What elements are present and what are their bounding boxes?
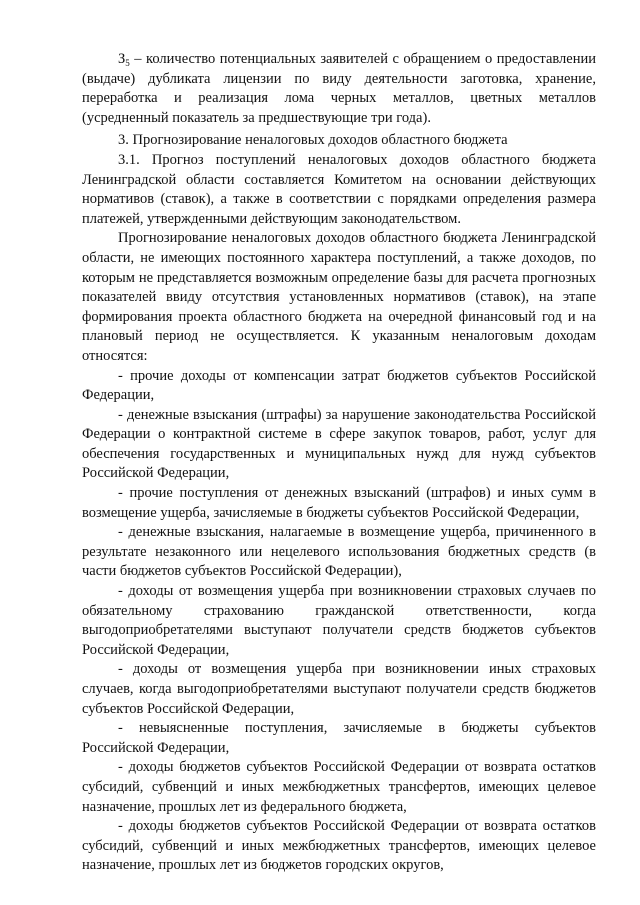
list-item: - денежные взыскания, налагаемые в возмещение ущерба, причиненного в результате незаконного или нецелевого использования бюджетных средств (в части бюджетов субъектов Российской Федерации), <box>82 524 596 580</box>
formula-variable-definition <box>82 50 596 128</box>
variable-description: – количество потенциальных заявителей с обращением о предоставлении (выдаче) дубликата лицензии по виду деятельности заготовка, хранение, переработка и реализация лома черных металлов, цветных металлов (усредненный показатель за предшествующие три года). <box>82 51 596 126</box>
list-item: - доходы от возмещения ущерба при возникновении страховых случаев по обязательному страхованию гражданской ответственности, когда выгодоприобретателями выступают получатели средств бюджетов субъектов Российской Федерации, <box>82 583 596 658</box>
list-item: - доходы бюджетов субъектов Российской Федерации от возврата остатков субсидий, субвенций и иных межбюджетных трансфертов, имеющих целевое назначение, прошлых лет из бюджетов городских округов, <box>82 818 596 874</box>
nontax-income-list <box>82 367 596 876</box>
paragraph-nontax-forecasting: Прогнозирование неналоговых доходов областного бюджета Ленинградской области, не имеющих постоянного характера поступлений, а также доходов, по которым не представляется возможным определение базы для расчета прогнозных показателей ввиду отсутствия установленных нормативов (ставок), на этапе формирования проекта областного бюджета на очередной финансовый год и на плановый период не осуществляется. К указанным неналоговым доходам относятся: <box>82 230 596 364</box>
list-item: - денежные взыскания (штрафы) за нарушение законодательства Российской Федерации о контрактной системе в сфере закупок товаров, работ, услуг для обеспечения государственных и муниципальных нужд для нужд субъектов Российской Федерации, <box>82 406 596 482</box>
variable-subscript: 5 <box>125 58 130 68</box>
list-item: - прочие поступления от денежных взысканий (штрафов) и иных сумм в возмещение ущерба, зачисляемые в бюджеты субъектов Российской Федерации, <box>82 485 596 521</box>
list-item: - невыясненные поступления, зачисляемые в бюджеты субъектов Российской Федерации, <box>82 720 596 756</box>
paragraph-3-1: 3.1. Прогноз поступлений неналоговых доходов областного бюджета Ленинградской области составляется Комитетом на основании действующих нормативов (ставок), а также в соответствии с порядками определения размера платежей, утвержденными действующим законодательством. <box>82 151 596 227</box>
variable-symbol: З <box>118 51 126 67</box>
document-page <box>82 50 596 876</box>
list-item: - прочие доходы от компенсации затрат бюджетов субъектов Российской Федерации, <box>82 367 596 404</box>
list-item: - доходы от возмещения ущерба при возникновении иных страховых случаев, когда выгодоприобретателями выступают получатели средств бюджетов субъектов Российской Федерации, <box>82 661 596 717</box>
section-heading: 3. Прогнозирование неналоговых доходов областного бюджета <box>118 132 508 149</box>
list-item: - доходы бюджетов субъектов Российской Федерации от возврата остатков субсидий, субвенций и иных межбюджетных трансфертов, имеющих целевое назначение, прошлых лет из федерального бюджета, <box>82 759 596 815</box>
